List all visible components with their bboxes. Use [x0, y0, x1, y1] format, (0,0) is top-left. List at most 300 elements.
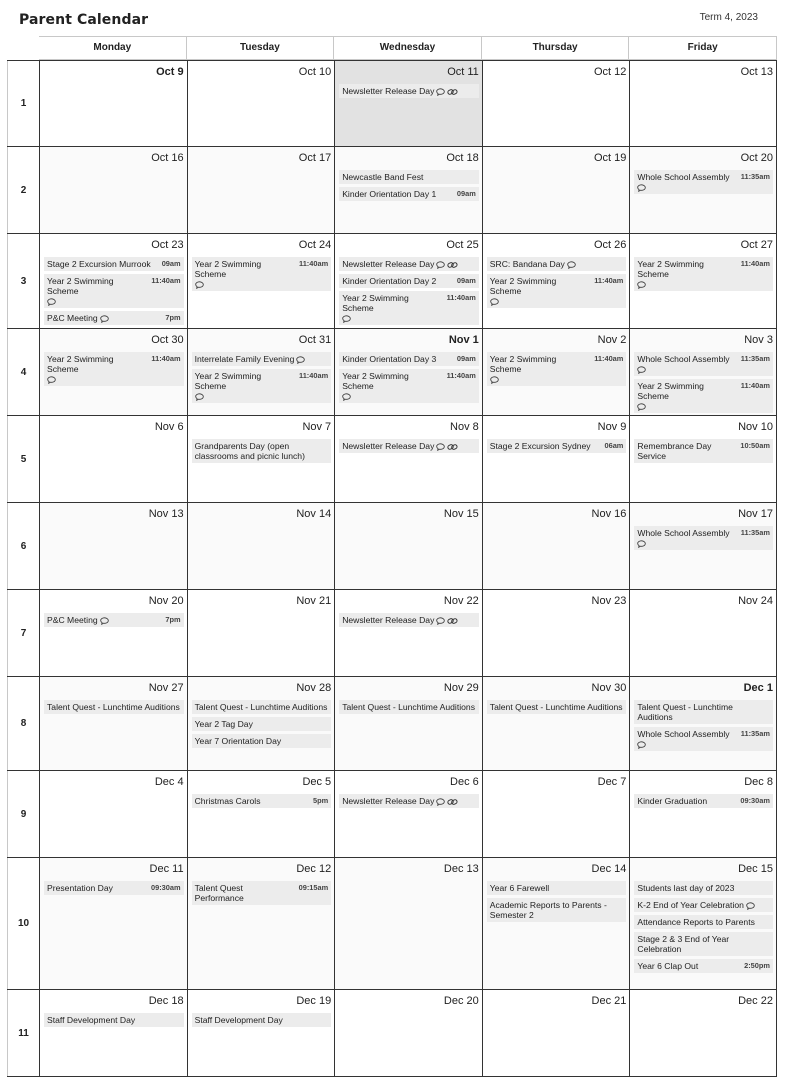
day-cell[interactable] — [482, 990, 630, 1076]
week-row — [7, 677, 777, 771]
calendar-event[interactable] — [192, 881, 332, 905]
calendar-event[interactable] — [44, 700, 184, 714]
event-time: 11:40am — [594, 276, 624, 285]
date-label: Nov 20 — [148, 595, 184, 607]
calendar-event[interactable] — [339, 613, 479, 627]
event-title: P&C Meeting — [47, 313, 98, 323]
comment-icon — [47, 298, 56, 306]
event-title: Whole School Assembly — [637, 528, 730, 538]
event-time: 5pm — [312, 796, 329, 805]
date-label: Nov 8 — [450, 421, 479, 433]
date-label: Oct 24 — [298, 239, 332, 251]
event-title: SRC: Bandana Day — [489, 259, 565, 269]
date-label: Dec 15 — [738, 863, 773, 875]
event-title: P&C Meeting — [47, 615, 98, 625]
calendar-event[interactable] — [44, 881, 184, 895]
event-title: Kinder Orientation Day 3 — [342, 354, 437, 364]
event-time: 7pm — [165, 615, 181, 624]
date-label: Nov 15 — [443, 508, 479, 520]
event-time: 11:40am — [740, 381, 770, 390]
calendar-event[interactable] — [634, 352, 773, 376]
date-label: Dec 14 — [591, 863, 627, 875]
event-time: 7pm — [165, 313, 181, 322]
comment-icon — [637, 403, 646, 411]
day-header-friday: Friday — [629, 36, 777, 60]
day-cell[interactable] — [629, 677, 777, 770]
calendar-event[interactable] — [634, 170, 773, 194]
calendar-event[interactable] — [487, 274, 627, 308]
event-time: 10:50am — [740, 441, 770, 450]
calendar-event[interactable] — [634, 257, 773, 291]
comment-icon — [342, 393, 351, 401]
calendar-event[interactable] — [487, 881, 627, 895]
week-number: 5 — [7, 416, 39, 502]
date-label: Dec 19 — [296, 995, 332, 1007]
event-title: Staff Development Day — [47, 1015, 136, 1025]
calendar-event[interactable] — [634, 915, 773, 929]
week-row — [7, 503, 777, 590]
calendar-event[interactable] — [634, 727, 773, 751]
comment-icon — [195, 281, 204, 289]
day-cell[interactable] — [482, 61, 630, 146]
day-cell[interactable] — [482, 329, 630, 415]
comment-icon — [100, 617, 109, 625]
day-cell[interactable] — [39, 329, 187, 415]
calendar-event[interactable] — [339, 84, 479, 98]
comment-icon — [436, 443, 445, 451]
date-label: Nov 28 — [296, 682, 332, 694]
day-cell[interactable] — [187, 234, 335, 328]
day-cell[interactable] — [482, 234, 630, 328]
event-title: Newcastle Band Fest — [342, 172, 424, 182]
event-title: Attendance Reports to Parents — [637, 917, 755, 927]
page-title: Parent Calendar — [19, 12, 149, 28]
comment-icon — [342, 315, 351, 323]
date-label: Dec 20 — [443, 995, 479, 1007]
week-row — [7, 771, 777, 858]
week-row — [7, 60, 777, 147]
calendar-event[interactable] — [339, 274, 479, 288]
event-title: Year 2 Swimming Scheme — [489, 276, 557, 296]
calendar-event[interactable] — [44, 274, 184, 308]
day-cell[interactable] — [334, 990, 482, 1076]
date-label: Dec 21 — [591, 995, 627, 1007]
event-title: Students last day of 2023 — [637, 883, 735, 893]
calendar-event[interactable] — [487, 700, 627, 714]
date-label: Oct 13 — [740, 66, 773, 78]
date-label: Nov 1 — [448, 334, 479, 346]
event-title: Year 2 Swimming Scheme — [489, 354, 557, 374]
calendar-event[interactable] — [487, 257, 627, 271]
event-title: Kinder Orientation Day 2 — [342, 276, 437, 286]
event-time: 11:35am — [740, 729, 770, 738]
day-header-row — [7, 36, 777, 60]
date-label: Dec 22 — [738, 995, 773, 1007]
day-cell[interactable] — [39, 858, 187, 989]
event-title: Year 2 Swimming Scheme — [342, 293, 409, 313]
date-label: Oct 10 — [298, 66, 332, 78]
event-time: 11:40am — [151, 276, 181, 285]
calendar-event[interactable] — [44, 613, 184, 627]
event-title: Whole School Assembly — [637, 172, 730, 182]
day-cell[interactable] — [334, 503, 482, 589]
comment-icon — [490, 298, 499, 306]
comment-icon — [100, 315, 109, 323]
calendar-event[interactable] — [192, 700, 332, 714]
date-label: Oct 17 — [298, 152, 332, 164]
comment-icon — [436, 88, 445, 96]
event-time: 09:15am — [298, 883, 329, 892]
event-title: Academic Reports to Parents - Semester 2 — [489, 900, 607, 920]
day-cell[interactable] — [39, 503, 187, 589]
day-cell[interactable] — [187, 858, 335, 989]
calendar-event[interactable] — [634, 526, 773, 550]
event-title: Talent Quest Performance — [194, 883, 244, 903]
date-label: Nov 6 — [154, 421, 184, 433]
comment-icon — [746, 902, 755, 910]
date-label: Dec 7 — [597, 776, 627, 788]
comment-icon — [296, 356, 305, 364]
week-row — [7, 858, 777, 990]
date-label: Nov 3 — [744, 334, 773, 346]
event-time: 09am — [456, 276, 476, 285]
event-title: Kinder Graduation — [637, 796, 708, 806]
event-title: Year 2 Swimming Scheme — [637, 381, 704, 401]
week-number: 4 — [7, 329, 39, 415]
day-cell[interactable] — [482, 416, 630, 502]
comment-icon — [436, 261, 445, 269]
day-cell[interactable] — [629, 329, 777, 415]
day-cell[interactable] — [482, 771, 630, 857]
calendar-event[interactable] — [339, 170, 479, 184]
date-label: Oct 12 — [593, 66, 627, 78]
day-cell[interactable] — [39, 147, 187, 233]
day-cell[interactable] — [482, 677, 630, 770]
date-label: Dec 4 — [154, 776, 184, 788]
day-header-wednesday: Wednesday — [334, 36, 482, 60]
date-label: Nov 10 — [738, 421, 773, 433]
event-time: 09am — [456, 354, 476, 363]
day-cell[interactable] — [334, 416, 482, 502]
event-time: 2:50pm — [744, 961, 770, 970]
date-label: Oct 26 — [593, 239, 627, 251]
event-time: 11:40am — [740, 259, 770, 268]
date-label: Oct 31 — [298, 334, 332, 346]
calendar-event[interactable] — [634, 794, 773, 808]
event-title: Year 6 Farewell — [489, 883, 550, 893]
calendar-event[interactable] — [634, 881, 773, 895]
event-time: 09:30am — [740, 796, 770, 805]
day-cell[interactable] — [187, 147, 335, 233]
event-title: Grandparents Day (open classrooms and picnic lunch) — [194, 441, 305, 461]
date-label: Nov 29 — [443, 682, 479, 694]
comment-icon — [637, 741, 646, 749]
event-time: 09am — [161, 259, 181, 268]
day-cell[interactable] — [482, 590, 630, 676]
event-title: Newsletter Release Day — [342, 615, 435, 625]
event-title: Year 2 Swimming Scheme — [47, 276, 114, 296]
week-number: 1 — [7, 61, 39, 146]
comment-icon — [436, 798, 445, 806]
calendar-event[interactable] — [192, 717, 332, 731]
event-time: 09:30am — [151, 883, 181, 892]
date-label: Oct 16 — [151, 152, 184, 164]
date-label: Nov 7 — [302, 421, 332, 433]
calendar-event[interactable] — [339, 794, 479, 808]
date-label: Oct 11 — [447, 66, 479, 78]
calendar-event[interactable] — [487, 439, 627, 453]
calendar-event[interactable] — [487, 352, 627, 386]
header-corner — [7, 36, 39, 60]
week-number: 9 — [7, 771, 39, 857]
link-icon — [447, 88, 458, 96]
day-cell[interactable] — [334, 61, 482, 146]
event-title: Kinder Orientation Day 1 — [342, 189, 437, 199]
event-title: Stage 2 & 3 End of Year Celebration — [637, 934, 730, 954]
event-title: Talent Quest - Lunchtime Auditions — [47, 702, 180, 712]
week-number: 10 — [7, 858, 39, 989]
calendar-event[interactable] — [634, 700, 773, 724]
day-cell[interactable] — [629, 503, 777, 589]
day-cell[interactable] — [187, 771, 335, 857]
date-label: Oct 18 — [446, 152, 479, 164]
day-cell[interactable] — [187, 590, 335, 676]
week-row — [7, 329, 777, 416]
calendar-event[interactable] — [634, 959, 773, 973]
calendar-event[interactable] — [634, 439, 773, 463]
calendar-event[interactable] — [339, 369, 479, 403]
day-cell[interactable] — [334, 677, 482, 770]
day-cell[interactable] — [629, 590, 777, 676]
calendar-event[interactable] — [487, 898, 627, 922]
event-title: Interrelate Family Evening — [194, 354, 295, 364]
day-cell[interactable] — [629, 61, 777, 146]
day-cell[interactable] — [334, 590, 482, 676]
calendar-event[interactable] — [339, 439, 479, 453]
calendar-event[interactable] — [192, 352, 332, 366]
date-label: Nov 30 — [591, 682, 627, 694]
comment-icon — [637, 184, 646, 192]
date-label: Oct 25 — [446, 239, 479, 251]
event-title: Year 2 Swimming Scheme — [194, 371, 262, 391]
event-time: 11:40am — [446, 371, 476, 380]
event-time: 11:40am — [299, 371, 329, 380]
week-row — [7, 234, 777, 329]
day-cell[interactable] — [629, 234, 777, 328]
event-title: Whole School Assembly — [637, 354, 730, 364]
date-label: Oct 9 — [156, 66, 184, 78]
weeks-container — [7, 60, 777, 1077]
calendar-event[interactable] — [634, 932, 773, 956]
date-label: Dec 8 — [744, 776, 773, 788]
week-row — [7, 590, 777, 677]
comment-icon — [436, 617, 445, 625]
calendar-event[interactable] — [634, 898, 773, 912]
event-title: Year 2 Swimming Scheme — [47, 354, 114, 374]
calendar-event[interactable] — [44, 257, 184, 271]
event-title: Newsletter Release Day — [342, 796, 435, 806]
day-cell[interactable] — [187, 61, 335, 146]
calendar-event[interactable] — [192, 1013, 332, 1027]
calendar-event[interactable] — [44, 352, 184, 386]
day-cell[interactable] — [39, 234, 187, 328]
calendar-event[interactable] — [339, 257, 479, 271]
event-time: 06am — [604, 441, 624, 450]
day-cell[interactable] — [334, 147, 482, 233]
date-label: Nov 23 — [591, 595, 627, 607]
day-cell[interactable] — [482, 147, 630, 233]
event-time: 09am — [456, 189, 476, 198]
event-title: Newsletter Release Day — [342, 441, 435, 451]
day-cell[interactable] — [39, 590, 187, 676]
event-title: Stage 2 Excursion Murrook — [47, 259, 151, 269]
event-title: Talent Quest - Lunchtime Auditions — [637, 702, 733, 722]
week-number: 8 — [7, 677, 39, 770]
date-label: Oct 19 — [593, 152, 627, 164]
event-title: Newsletter Release Day — [342, 86, 435, 96]
event-time: 11:40am — [299, 259, 329, 268]
day-cell[interactable] — [482, 503, 630, 589]
date-label: Dec 11 — [149, 863, 184, 875]
event-title: Stage 2 Excursion Sydney — [489, 441, 591, 451]
event-title: Talent Quest - Lunchtime Auditions — [342, 702, 475, 712]
date-label: Nov 21 — [296, 595, 332, 607]
event-time: 11:35am — [740, 354, 770, 363]
day-cell[interactable] — [39, 416, 187, 502]
date-label: Dec 18 — [148, 995, 184, 1007]
event-title: Newsletter Release Day — [342, 259, 435, 269]
date-label: Nov 24 — [738, 595, 773, 607]
event-time: 11:35am — [740, 172, 770, 181]
calendar-event[interactable] — [192, 369, 332, 403]
week-number: 7 — [7, 590, 39, 676]
comment-icon — [195, 393, 204, 401]
event-title: Christmas Carols — [194, 796, 261, 806]
event-title: Year 2 Swimming Scheme — [637, 259, 704, 279]
day-cell[interactable] — [334, 771, 482, 857]
calendar-event[interactable] — [44, 311, 184, 325]
day-header-thursday: Thursday — [482, 36, 630, 60]
calendar-event[interactable] — [44, 1013, 184, 1027]
week-number: 11 — [7, 990, 39, 1076]
day-cell[interactable] — [187, 503, 335, 589]
day-cell[interactable] — [187, 990, 335, 1076]
day-cell[interactable] — [39, 771, 187, 857]
day-cell[interactable] — [629, 858, 777, 989]
day-cell[interactable] — [187, 329, 335, 415]
calendar-event[interactable] — [192, 439, 332, 463]
day-cell[interactable] — [334, 329, 482, 415]
event-title: Presentation Day — [47, 883, 113, 893]
calendar-event[interactable] — [339, 700, 479, 714]
date-label: Dec 1 — [743, 682, 773, 694]
date-label: Nov 17 — [738, 508, 773, 520]
event-title: Talent Quest - Lunchtime Auditions — [194, 702, 328, 712]
event-title: Staff Development Day — [194, 1015, 283, 1025]
date-label: Nov 16 — [591, 508, 627, 520]
calendar-event[interactable] — [339, 352, 479, 366]
day-cell[interactable] — [187, 416, 335, 502]
date-label: Nov 27 — [148, 682, 184, 694]
day-cell[interactable] — [39, 990, 187, 1076]
week-number: 3 — [7, 234, 39, 328]
link-icon — [447, 798, 458, 806]
date-label: Dec 5 — [302, 776, 332, 788]
comment-icon — [637, 540, 646, 548]
event-time: 11:40am — [446, 293, 476, 302]
event-title: Year 2 Tag Day — [194, 719, 253, 729]
calendar-grid — [7, 36, 777, 1077]
comment-icon — [490, 376, 499, 384]
event-time: 11:40am — [151, 354, 181, 363]
event-title: Whole School Assembly — [637, 729, 730, 739]
comment-icon — [637, 281, 646, 289]
calendar-event[interactable] — [339, 187, 479, 201]
day-cell[interactable] — [629, 990, 777, 1076]
event-title: Remembrance Day Service — [637, 441, 712, 461]
date-label: Dec 12 — [296, 863, 332, 875]
calendar-event[interactable] — [192, 734, 332, 748]
day-cell[interactable] — [334, 858, 482, 989]
date-label: Dec 13 — [443, 863, 479, 875]
calendar-event[interactable] — [634, 379, 773, 413]
link-icon — [447, 261, 458, 269]
day-cell[interactable] — [629, 771, 777, 857]
date-label: Nov 14 — [296, 508, 332, 520]
week-row — [7, 416, 777, 503]
week-number: 6 — [7, 503, 39, 589]
link-icon — [447, 443, 458, 451]
event-title: Talent Quest - Lunchtime Auditions — [489, 702, 623, 712]
calendar-event[interactable] — [339, 291, 479, 325]
comment-icon — [567, 261, 576, 269]
event-title: K-2 End of Year Celebration — [637, 900, 744, 910]
day-cell[interactable] — [39, 677, 187, 770]
week-number: 2 — [7, 147, 39, 233]
date-label: Nov 13 — [148, 508, 184, 520]
date-label: Oct 23 — [151, 239, 184, 251]
event-title: Year 6 Clap Out — [637, 961, 699, 971]
day-header-monday: Monday — [39, 36, 187, 60]
day-cell[interactable] — [629, 147, 777, 233]
term-label: Term 4, 2023 — [699, 12, 758, 23]
week-row — [7, 147, 777, 234]
date-label: Nov 9 — [597, 421, 627, 433]
date-label: Oct 30 — [151, 334, 184, 346]
day-cell[interactable] — [334, 234, 482, 328]
event-title: Year 7 Orientation Day — [194, 736, 282, 746]
day-cell[interactable] — [629, 416, 777, 502]
comment-icon — [637, 366, 646, 374]
date-label: Dec 6 — [450, 776, 479, 788]
link-icon — [447, 617, 458, 625]
calendar-event[interactable] — [192, 257, 332, 291]
calendar-event[interactable] — [192, 794, 332, 808]
date-label: Nov 22 — [443, 595, 479, 607]
comment-icon — [47, 376, 56, 384]
event-time: 11:35am — [740, 528, 770, 537]
date-label: Oct 27 — [740, 239, 773, 251]
day-cell[interactable] — [482, 858, 630, 989]
event-time: 11:40am — [594, 354, 624, 363]
date-label: Nov 2 — [597, 334, 627, 346]
date-label: Oct 20 — [740, 152, 773, 164]
day-cell[interactable] — [187, 677, 335, 770]
week-row — [7, 990, 777, 1077]
day-cell[interactable] — [39, 61, 187, 146]
event-title: Year 2 Swimming Scheme — [194, 259, 262, 279]
day-header-tuesday: Tuesday — [187, 36, 335, 60]
